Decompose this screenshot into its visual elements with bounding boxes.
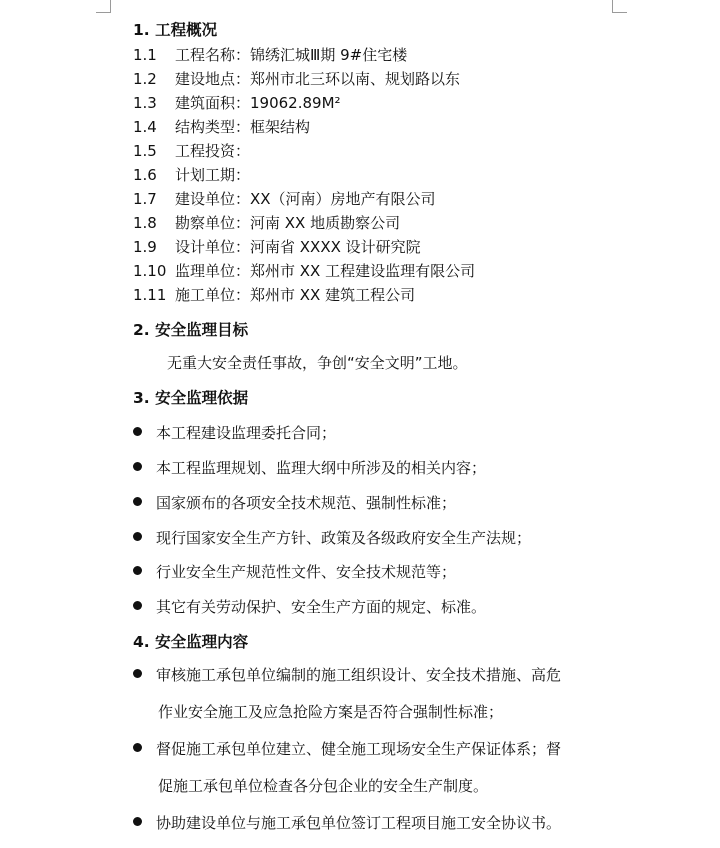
section-heading-2: 2. 安全监理目标 [133,321,249,339]
bullet-icon [133,532,142,541]
overview-item: 1.11 施工单位：郑州市 XX 建筑工程公司 [133,286,416,304]
bullet-icon [133,669,142,678]
margin-corner-mark [612,0,627,13]
list-item: 现行国家安全生产方针、政策及各级政府安全生产法规； [133,527,531,548]
overview-item: 1.1 工程名称：锦绣汇城Ⅲ期 9#住宅楼 [133,46,408,64]
bullet-icon [133,566,142,575]
overview-item: 1.2 建设地点：郑州市北三环以南、规划路以东 [133,70,461,88]
section-heading-4: 4. 安全监理内容 [133,633,249,651]
bullet-icon [133,462,142,471]
list-item: 其它有关劳动保护、安全生产方面的规定、标准。 [133,596,486,617]
list-item: 本工程建设监理委托合同； [133,422,336,443]
list-item: 行业安全生产规范性文件、安全技术规范等； [133,561,456,582]
overview-item: 1.5 工程投资： [133,142,251,160]
bullet-icon [133,601,142,610]
overview-item: 1.10 监理单位：郑州市 XX 工程建设监理有限公司 [133,262,476,280]
list-item: 协助建设单位与施工承包单位签订工程项目施工安全协议书。 [133,812,561,833]
overview-item: 1.7 建设单位：XX（河南）房地产有限公司 [133,190,436,208]
overview-item: 1.3 建筑面积：19062.89M² [133,94,341,112]
section-heading-1: 1. 工程概况 [133,21,218,39]
overview-item: 1.6 计划工期： [133,166,251,184]
bullet-icon [133,743,142,752]
safety-goal-paragraph: 无重大安全责任事故，争创“安全文明”工地。 [167,354,468,372]
bullet-icon [133,427,142,436]
list-item: 本工程监理规划、监理大纲中所涉及的相关内容； [133,457,486,478]
overview-item: 1.8 勘察单位：河南 XX 地质勘察公司 [133,214,401,232]
list-item-continuation: 促施工承包单位检查各分包企业的安全生产制度。 [158,777,489,795]
list-item-continuation: 作业安全施工及应急抢险方案是否符合强制性标准； [158,703,504,721]
list-item: 国家颁布的各项安全技术规范、强制性标准； [133,492,456,513]
overview-item: 1.4 结构类型：框架结构 [133,118,311,136]
bullet-icon [133,497,142,506]
bullet-icon [133,817,142,826]
list-item: 审核施工承包单位编制的施工组织设计、安全技术措施、高危 [133,664,561,685]
overview-item: 1.9 设计单位：河南省 XXXX 设计研究院 [133,238,421,256]
list-item: 督促施工承包单位建立、健全施工现场安全生产保证体系；督 [133,738,561,759]
section-heading-3: 3. 安全监理依据 [133,389,249,407]
margin-corner-mark [96,0,111,13]
